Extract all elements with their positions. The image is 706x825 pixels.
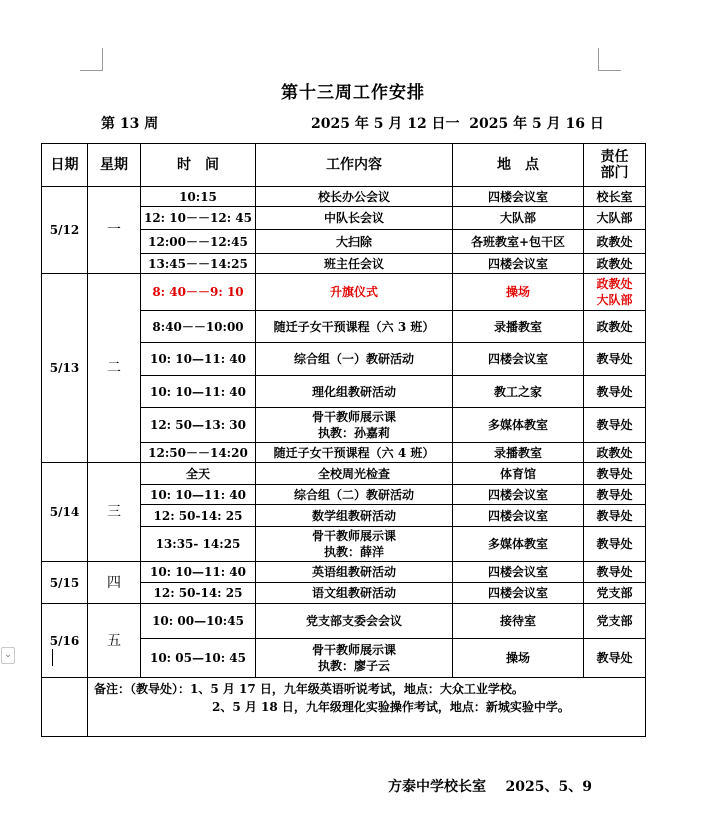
location-cell: 接待室 (453, 604, 584, 639)
header-dept (584, 144, 646, 187)
content-text: 校长办公会议 (317, 189, 390, 204)
dept-text: 教导处 (596, 466, 633, 481)
content-text: 综合组（一）教研活动 (293, 352, 414, 366)
location-cell: 四楼会议室 (453, 505, 584, 527)
time-cell: 10: 05—10: 45 (141, 639, 256, 678)
time-cell: 13:35- 14:25 (141, 527, 256, 562)
header-dept-line1: 责任 (600, 149, 629, 165)
note-line-2: 2、5 月 18 日，九年级理化实验操作考试，地点：新城实验中学。 (212, 700, 570, 714)
schedule-table (41, 143, 646, 737)
dept-text: 教导处 (596, 508, 633, 523)
dept-text-2: 大队部 (596, 293, 633, 307)
content-cell (256, 505, 453, 527)
dept-text: 教导处 (596, 565, 633, 579)
time-cell: 8: 40－－9: 10 (141, 274, 256, 311)
text-cursor (52, 649, 53, 666)
dept-cell (584, 187, 646, 207)
content-text: 班主任会议 (323, 256, 384, 271)
dept-cell (584, 562, 646, 583)
location-cell: 体育馆 (453, 463, 584, 485)
location-cell: 录播教室 (453, 311, 584, 343)
weekday-cell: 一 (88, 187, 141, 274)
content-cell (256, 604, 453, 639)
location-cell: 操场 (453, 274, 584, 311)
weekday-cell: 二 (88, 274, 141, 463)
header-content: 工作内容 (256, 144, 453, 187)
dept-text: 政教处 (596, 445, 633, 460)
header-date: 日期 (42, 144, 88, 187)
dept-text: 教导处 (596, 487, 633, 502)
content-cell (256, 254, 453, 274)
location-cell: 四楼会议室 (453, 343, 584, 376)
page-title: 第十三周工作安排 (281, 83, 425, 103)
dept-cell (584, 376, 646, 408)
header-location: 地 点 (453, 144, 584, 187)
dept-cell (584, 527, 646, 562)
table-row (42, 463, 646, 485)
location-cell: 四楼会议室 (453, 583, 584, 604)
content-text: 综合组（二）教研活动 (293, 487, 414, 502)
content-cell (256, 274, 453, 311)
header-weekday: 星期 (88, 144, 141, 187)
time-cell: 12:50－－14:20 (141, 443, 256, 463)
content-cell (256, 485, 453, 505)
date-cell: 5/16 (42, 604, 88, 678)
time-cell: 10: 10—11: 40 (141, 562, 256, 583)
dept-text: 政教处 (596, 277, 633, 291)
dept-text: 政教处 (596, 234, 633, 249)
header-time: 时 间 (141, 144, 256, 187)
content-cell (256, 639, 453, 678)
dept-text: 政教处 (596, 319, 633, 334)
dept-cell (584, 583, 646, 604)
time-cell: 12: 10－－12: 45 (141, 207, 256, 230)
dept-cell (584, 485, 646, 505)
table-row (42, 187, 646, 207)
content-cell (256, 562, 453, 583)
content-text: 中队长会议 (323, 211, 384, 225)
note-row (42, 678, 646, 737)
dept-cell (584, 443, 646, 463)
content-text: 骨干教师展示课 (311, 643, 396, 657)
time-cell: 12: 50—13: 30 (141, 408, 256, 443)
dept-text: 教导处 (596, 537, 633, 551)
dept-cell (584, 274, 646, 311)
content-text: 随迁子女干预课程（六 4 班） (273, 445, 435, 460)
dept-text: 教导处 (596, 418, 633, 432)
dept-cell (584, 254, 646, 274)
content-cell (256, 230, 453, 254)
content-cell (256, 583, 453, 604)
dept-text: 大队部 (596, 211, 633, 225)
time-cell: 全天 (141, 463, 256, 485)
time-cell: 13:45－－14:25 (141, 254, 256, 274)
time-cell: 12: 50-14: 25 (141, 505, 256, 527)
time-cell: 10: 10—11: 40 (141, 485, 256, 505)
content-cell (256, 443, 453, 463)
dept-text: 教导处 (596, 352, 633, 366)
content-text: 骨干教师展示课 (311, 529, 396, 543)
content-text: 升旗仪式 (329, 285, 378, 299)
content-cell (256, 343, 453, 376)
table-row (42, 604, 646, 639)
location-cell: 教工之家 (453, 376, 584, 408)
header-dept-line2: 部门 (600, 165, 629, 181)
content-text: 大扫除 (335, 234, 372, 249)
chevron-down-icon[interactable]: ⌄ (1, 647, 15, 664)
dept-cell (584, 604, 646, 639)
content-text: 随迁子女干预课程（六 3 班） (273, 319, 435, 334)
weekday-cell: 三 (88, 463, 141, 562)
location-cell: 四楼会议室 (453, 187, 584, 207)
content-cell (256, 463, 453, 485)
location-cell: 四楼会议室 (453, 562, 584, 583)
location-cell: 多媒体教室 (453, 527, 584, 562)
content-cell (256, 408, 453, 443)
table-row (42, 274, 646, 311)
location-cell: 四楼会议室 (453, 254, 584, 274)
content-teacher: 执教：薛洋 (323, 545, 384, 559)
dept-cell (584, 230, 646, 254)
date-cell: 5/12 (42, 187, 88, 274)
time-cell: 8:40－－10:00 (141, 311, 256, 343)
dept-cell (584, 311, 646, 343)
note-cell (88, 678, 646, 737)
dept-text: 政教处 (596, 256, 633, 271)
content-teacher: 执教：孙嘉莉 (317, 426, 390, 440)
location-cell: 多媒体教室 (453, 408, 584, 443)
content-text: 理化组教研活动 (311, 384, 396, 399)
content-text: 数学组教研活动 (311, 508, 396, 523)
date-cell: 5/14 (42, 463, 88, 562)
location-cell: 各班教室+包干区 (453, 230, 584, 254)
time-cell: 10: 00—10:45 (141, 604, 256, 639)
content-teacher: 执教：廖子云 (317, 659, 390, 673)
dept-cell (584, 463, 646, 485)
dept-cell (584, 505, 646, 527)
content-text: 全校周光检查 (317, 466, 390, 481)
content-cell (256, 527, 453, 562)
dept-cell (584, 207, 646, 230)
date-cell: 5/13 (42, 274, 88, 463)
time-cell: 12: 50-14: 25 (141, 583, 256, 604)
note-line-1: 备注：（教导处）：1、5 月 17 日，九年级英语听说考试，地点：大众工业学校。 (94, 682, 524, 696)
content-text: 党支部支委会会议 (305, 614, 402, 628)
date-cell: 5/15 (42, 562, 88, 604)
dept-cell (584, 408, 646, 443)
dept-text: 党支部 (596, 614, 633, 628)
content-cell (256, 376, 453, 408)
page-corner-top-left (80, 48, 103, 71)
dept-text: 教导处 (596, 651, 633, 665)
content-text: 骨干教师展示课 (311, 410, 396, 424)
dept-cell (584, 639, 646, 678)
weekday-cell: 五 (88, 604, 141, 678)
dept-text: 党支部 (596, 586, 633, 600)
location-cell: 操场 (453, 639, 584, 678)
dept-text: 校长室 (596, 189, 633, 204)
time-cell: 10: 10—11: 40 (141, 343, 256, 376)
weekday-cell: 四 (88, 562, 141, 604)
week-label: 第 13 周 (101, 116, 159, 132)
time-cell: 10: 10—11: 40 (141, 376, 256, 408)
date-range: 2025 年 5 月 12 日一 2025 年 5 月 16 日 (311, 116, 604, 132)
dept-cell (584, 343, 646, 376)
content-cell (256, 187, 453, 207)
content-cell (256, 207, 453, 230)
page-corner-top-right (598, 48, 621, 71)
header-row (42, 144, 646, 187)
time-cell: 10:15 (141, 187, 256, 207)
note-empty-cell (42, 678, 88, 737)
footer-signature: 方泰中学校长室 2025、5、9 (388, 779, 592, 795)
location-cell: 录播教室 (453, 443, 584, 463)
content-cell (256, 311, 453, 343)
content-text: 英语组教研活动 (311, 565, 396, 579)
dept-text: 教导处 (596, 384, 633, 399)
time-cell: 12:00－－12:45 (141, 230, 256, 254)
table-row (42, 562, 646, 583)
location-cell: 大队部 (453, 207, 584, 230)
content-text: 语文组教研活动 (311, 586, 396, 600)
location-cell: 四楼会议室 (453, 485, 584, 505)
